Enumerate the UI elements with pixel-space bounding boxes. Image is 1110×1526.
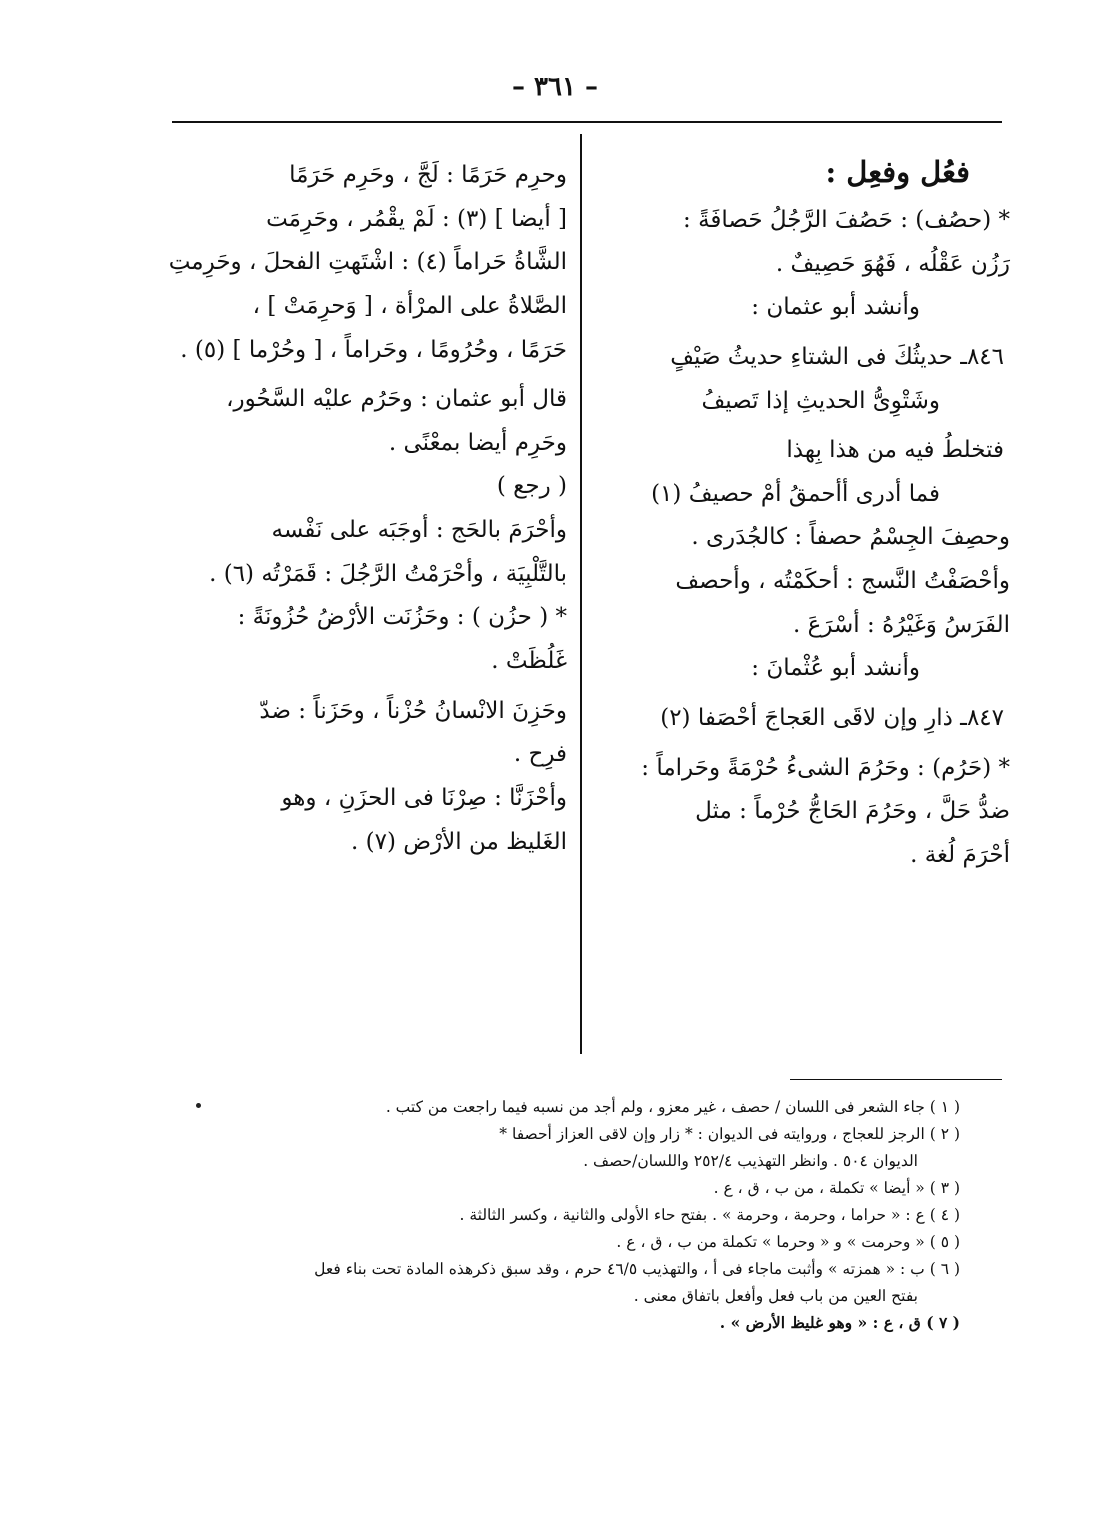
entry-line: فرِح . xyxy=(513,741,567,768)
entry-line: وحرِم حَرَمًا : لَجَّ ، وحَرِم حَرَمًا xyxy=(289,162,567,188)
footnote: ( ٢ ) الرجز للعجاج ، وروايته فى الديوان : * زار وإن لاقى العزاز أحصفا * xyxy=(499,1124,960,1143)
footnote: ( ٦ ) ب : « همزته » وأثبت ماجاء فى أ ، والتهذيب ٤٦/٥ حرم ، وقد سبق ذكرهذه المادة تحت بناء فعل xyxy=(314,1259,960,1278)
section-heading: فعُل وفعِل : xyxy=(825,155,970,189)
section-label: ( رجع ) xyxy=(496,473,567,500)
footnote: ( ٤ ) ع : « حراما ، وحرمة ، وحرمة » . بفتح حاء الأولى والثانية ، وكسر الثالثة . xyxy=(459,1205,960,1224)
entry-line: حَرَمًا ، وحُرُومًا ، وحَراماً ، [ وحُرْما ] (٥) . xyxy=(180,336,567,363)
footnote: ( ١ ) جاء الشعر فى اللسان / حصف ، غير معزو ، ولم أجد من نسبه فيما راجعت من كتب . xyxy=(385,1098,960,1116)
entry-line: وحصِفَ الجِسْمُ حصفاً : كالجُدَرى . xyxy=(691,524,1010,551)
entry-line: * (حَرُم) : وحَرُمَ الشىءُ حُرْمَةً وحَراماً : xyxy=(641,754,1010,781)
footnote: ( ٣ ) « أيضا » تكملة ، من ب ، ق ، ع . xyxy=(713,1178,960,1197)
poem-verse: ٨٤٧ـ ذارِ وإن لاقَى العَجاجَ أحْصَفا (٢) xyxy=(660,704,1004,731)
quote-intro: وأنشد أبو عُثْمانَ : xyxy=(751,655,920,682)
entry-line: الفَرَسُ وَغَيْرُهُ : أسْرَعَ . xyxy=(793,611,1010,638)
footnote: ( ٥ ) « وحرمت » و « وحرما » تكملة من ب ، ق ، ع . xyxy=(616,1232,960,1251)
entry-line: الشَّاةُ حَراماً (٤) : اشْتَهتِ الفحلَ ، وحَرِمتِ xyxy=(168,249,567,276)
entry-line: * ( حزُن ) : وحَزُنَت الأرْضُ حُزُونَةً : xyxy=(237,604,567,631)
entry-line: قال أبو عثمان : وحَرُم عليْه السَّحُور، xyxy=(226,386,567,413)
page-number: – ٣٦١ – xyxy=(511,72,599,102)
entry-line: غَلُظَتْ . xyxy=(491,648,567,675)
left-column xyxy=(168,150,567,860)
poem-verse: فتخلطُ فيه من هذا بِهذا xyxy=(786,437,1004,464)
footnote-continuation: الديوان ٥٠٤ . وانظر التهذيب ٢٥٢/٤ واللسان/حصف . xyxy=(583,1151,918,1170)
footnote: ( ٧ ) ق ، ع : « وهو غليظ الأرض » . xyxy=(719,1312,960,1332)
entry-line: وأحْرَمَ بالحَج : أوجَبَه على نَفْسه xyxy=(271,517,567,544)
entry-line: وحَرِم أيضا بمعْنًى . xyxy=(388,429,567,456)
entry-line: وحَزِنَ الانْسانُ حُزْناً ، وحَزَناً : ضدّ xyxy=(259,697,567,724)
entry-line: وأحْزَنَّا : صِرْنَا فى الحزَنِ ، وهو xyxy=(281,784,567,811)
footnotes xyxy=(150,1094,960,1337)
top-rule xyxy=(172,121,1002,123)
entry-line: أحْرَمَ لُغة . xyxy=(910,841,1010,868)
entry-line: رَزُن عَقْلُه ، فَهُوَ حَصِيفٌ . xyxy=(775,250,1010,277)
entry-line: ضدُّ حَلَّ ، وحَرُمَ الحَاجُّ حُرْماً : مثل xyxy=(695,798,1010,825)
entry-line: الغَليظ من الأرْض (٧) . xyxy=(350,828,567,855)
entry-line: بالتَّلْبِيَة ، وأحْرَمْتُ الرَّجُلَ : قَمَرْتُه (٦) . xyxy=(209,560,567,587)
quote-intro: وأنشد أبو عثمان : xyxy=(751,294,920,321)
footnote-continuation: بفتح العين من باب فعل وأفعل باتفاق معنى . xyxy=(633,1286,918,1305)
right-column xyxy=(598,150,1010,874)
poem-verse: ٨٤٦ـ حديثُكَ فى الشتاءِ حديثُ صَيْفٍ xyxy=(670,343,1004,370)
poem-verse: فما أدرى أأحمقُ أمْ حصيفُ (١) xyxy=(651,480,940,507)
entry-line: وأحْصَفْتُ النَّسج : أحكَمْتُه ، وأحصف xyxy=(675,568,1010,595)
footnote-rule xyxy=(790,1079,1002,1080)
poem-verse: وشَتْوِىُّ الحديثِ إذا تَصيفُ xyxy=(701,387,940,414)
column-divider xyxy=(580,134,582,1054)
stray-mark xyxy=(196,1103,201,1108)
entry-line: * (حصُف) : حَصُفَ الرَّجُلُ حَصافَةً : xyxy=(683,206,1010,233)
entry-line: [ أيضا ] (٣) : لَمْ يقْمُر ، وحَرِمَت xyxy=(266,205,567,232)
entry-line: الصَّلاةُ على المرْأة ، [ وَحرِمَتْ ] ، xyxy=(252,292,567,319)
